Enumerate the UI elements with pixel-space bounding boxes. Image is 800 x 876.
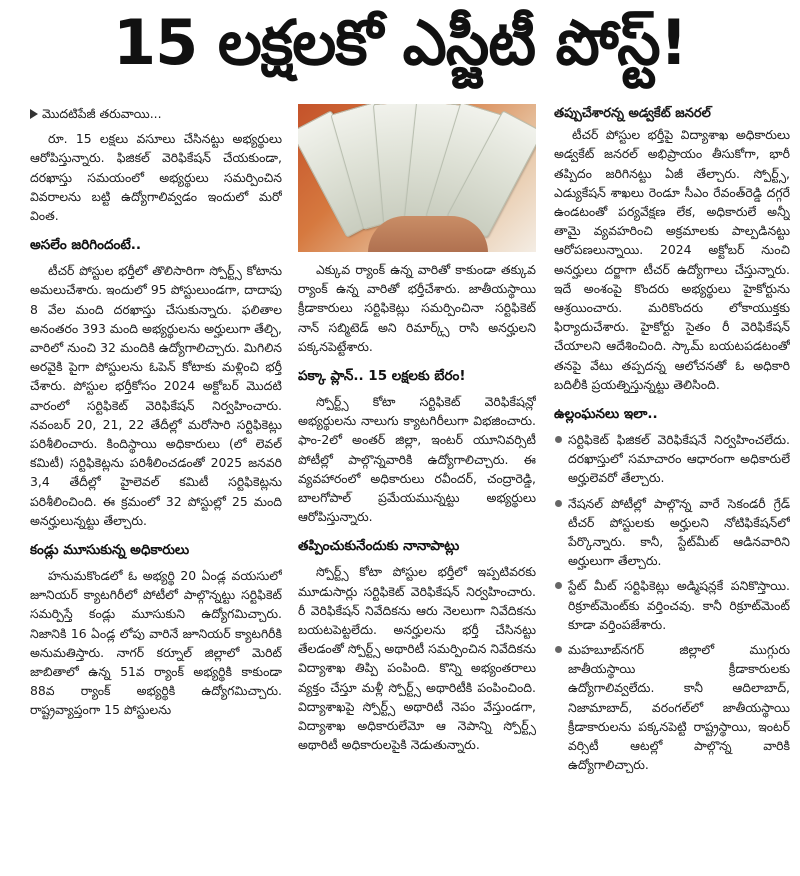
paragraph: స్పోర్ట్స్ కోటా సర్టిఫికెట్ వెరిఫికేషన్లో అభ్యర్థులను నాలుగు క్యాటగిరీలుగా విభజించారు. ఫాం-2లో అంతర్ జిల్లా, ఇంటర్ యూనివర్సిటీ పోటీల్లో పాల్గొన్నవారికి ఉద్యోగాలిచ్చారు. ఈ వ్యవహారంలో అధికారులు రవీందర్, చంద్రారెడ్డి, బాలగోపాల్ ప్రమేయమున్నట్టు అభ్యర్థులు ఆరోపిస్తున్నారు.	[298, 394, 536, 525]
column-3	[554, 104, 790, 872]
list-item: సర్టిఫికెట్ ఫిజికల్ వెరిఫికేషనే నిర్వహించలేదు. దరఖాస్తులో సమాచారం ఆధారంగా అధికారులే అర్హులెవరో తేల్చారు.	[554, 430, 790, 488]
list-item: మహబూబ్‌నగర్ జిల్లాలో ముగ్గురు జాతీయస్థాయి క్రీడాకారులకు ఉద్యోగాలివ్వలేదు. కానీ ఆదిలాబాద్, నిజామాబాద్, వరంగల్‌లో జాతీయస్థాయి క్రీడాకారులను పక్కనపెట్టి రాష్ట్రస్థాయి, ఇంటర్ వర్సిటీ ఆటల్లో పాల్గొన్న వారికి ఉద్యోగాలిచ్చారు.	[554, 640, 790, 774]
jump-text: మొదటిపేజీ తరువాయి...	[42, 106, 162, 121]
continued-from-front-page	[30, 104, 282, 123]
hand	[368, 216, 488, 252]
paragraph: స్పోర్ట్స్ కోటా పోస్టుల భర్తీలో ఇప్పటివరకు మూడుసార్లు సర్టిఫికెట్ వెరిఫికేషన్ నిర్వహించారు. రీ వెరిఫికేషన్ నివేదికను ఆరు నెలలుగా నివేదికను బయటపెట్టలేదు. అనర్హులను భర్తీ చేసినట్టు తేలడంతో స్పోర్ట్స్ అథారిటీ సమర్పించిన నివేదికను విద్యాశాఖ తిప్పి పంపింది. కొన్ని అభ్యంతరాలు వ్యక్తం చేస్తూ మళ్లీ స్పోర్ట్స్ అథారిటీకి పంపించింది. విద్యాశాఖపై స్పోర్ట్స్ అథారిటీ నెపం వేస్తుండగా, విద్యాశాఖ అధికారులేమో ఆ నెపాన్ని స్పోర్ట్స్ అథారిటీ అధికారులపైకి నెడుతున్నారు.	[298, 564, 536, 753]
paragraph: హనుమకొండలో ఓ అభ్యర్థి 20 ఏండ్ల వయసులో జూనియర్ క్యాటగిరీలో పోటీలో పాల్గొన్నట్టు సర్టిఫికెట్ సమర్పిస్తే కండ్లు మూసుకుని ఉద్యోగమిచ్చారు. నిజానికి 16 ఏండ్ల లోపు వారినే జూనియర్ క్యాటగిరీకి అనుమతిస్తారు. నాగర్ కర్నూల్ జిల్లాలో మెరిట్ జాబితాలో ఉన్న 51వ ర్యాంక్ అభ్యర్థికి కాకుండా 88వ ర్యాంక్ అభ్యర్థికి ఉద్యోగమిచ్చారు. రాష్ట్రవ్యాప్తంగా 15 పోస్టులను	[30, 568, 282, 718]
column-2	[298, 104, 536, 872]
paragraph: ఎక్కువ ర్యాంక్ ఉన్న వారితో కాకుండా తక్కువ ర్యాంక్ ఉన్న వారితో భర్తీచేశారు. జాతీయస్థాయి క్రీడాకారులు సర్టిఫికెట్లు సమర్పించినా సర్టిఫికెట్ నాన్ సబ్మిటెడ్ అని రిమార్క్స్ రాసి అనర్హులని పక్కనపెట్టేశారు.	[298, 262, 536, 354]
subhead-pakka-plan: పక్కా ప్లాన్.. 15 లక్షలకు బేరం!	[298, 368, 466, 385]
subhead-advocate-general: తప్పుచేశారన్న అడ్వకేట్ జనరల్	[554, 106, 711, 121]
paragraph: టీచర్ పోస్టుల భర్తీలో తొలిసారిగా స్పోర్ట్స్ కోటాను అమలుచేశారు. ఇందులో 95 పోస్టులుండగా, దాదాపు 8 వేల మంది దరఖాస్తు చేసుకున్నారు. ఫలితాల అనంతరం 393 మంది అభ్యర్థులను అర్హులుగా తేల్చి, వారిలో నుంచి 32 మందికి ఉద్యోగాలిచ్చారు. మిగిలిన అరవైకి పైగా పోస్టులను ఓపెన్ కోటాకు మళ్లించి భర్తీ చేశారు. పోస్టుల భర్తీకోసం 2024 అక్టోబర్ మొదటి వారంలో సర్టిఫికెట్ వెరిఫికేషన్ నిర్వహించారు. నవంబర్ 20, 21, 22 తేదీల్లో మరోసారి సర్టిఫికెట్లు పరిశీలించారు. కిందిస్థాయి అధికారులు (లో లెవల్ కమిటీ) సర్టిఫికెట్లను పరిశీలించడంతో 2025 జనవరి 3,4 తేదీల్లో హైలెవల్ కమిటీ సర్టిఫికెట్లను పరిశీలించింది. ఈ క్రమంలో 32 పోస్టుల్లో 25 మంది అనర్హులున్నట్టు తేల్చారు.	[30, 263, 282, 528]
column-1	[30, 104, 282, 872]
list-item: నేషనల్ పోటీల్లో పాల్గొన్న వారే సెకండరీ గ్రేడ్ టీచర్ పోస్టులకు అర్హులని నోటిఫికేషన్‌లో పేర్కొన్నారు. కానీ, స్టేట్‌మీట్ ఆడినవారిని అర్హులుగా తేల్చారు.	[554, 494, 790, 571]
subhead-violations: ఉల్లంఘనలు ఇలా..	[554, 406, 658, 423]
paragraph: టీచర్ పోస్టుల భర్తీపై విద్యాశాఖ అధికారులు అడ్వకేట్ జనరల్ అభిప్రాయం తీసుకోగా, భారీ తప్పిదం జరిగినట్టు ఏజీ తేల్చారు. స్పోర్ట్స్, ఎడ్యుకేషన్ శాఖలు రెండూ సీఎం రేవంత్‌రెడ్డి దగ్గరే ఉండటంతో పర్యవేక్షణ లేక, అధికారులే అన్నీ తామై వ్యవహరించి అక్రమాలకు పాల్పడినట్టు ఆరోపణలున్నాయి. 2024 అక్టోబర్ నుంచి అనర్హులు దర్జాగా టీచర్ ఉద్యోగాలు చేస్తున్నారు. ఇదే అంశంపై కొందరు అభ్యర్థులు హైకోర్టును ఆశ్రయించారు. మరికొందరు లోకాయుక్తకు ఫిర్యాదుచేశారు. హైకోర్టు సైతం రీ వెరిఫికేషన్ చేయాలని ఆదేశించింది. స్కామ్ బయటపడటంతో తనపై వేటు తప్పదన్న ఆలోచనతో ఓ అధికారి బదిలీకి ప్రయత్నిస్తున్నట్టు తెలిసింది.	[554, 127, 790, 392]
list-item: స్టేట్ మీట్ సర్టిఫికెట్లు అడ్మిషన్లకే పనికొస్తాయి. రిక్రూట్‌మెంట్‌కు వర్తించవు. కానీ రిక్రూట్‌మెంట్ కూడా వర్తింపజేశారు.	[554, 576, 790, 634]
arrow-right-icon	[30, 109, 38, 119]
violations-list	[554, 430, 790, 774]
subhead-officials-closed-eyes: కండ్లు మూసుకున్న అధికారులు	[30, 542, 190, 559]
subhead-escape-attempts: తప్పించుకునేందుకు నానాపాట్లు	[298, 538, 460, 555]
subhead-what-happened: అసలేం జరిగిందంటే..	[30, 237, 142, 254]
currency-notes-photo	[298, 104, 536, 252]
intro-paragraph: రూ. 15 లక్షలు వసూలు చేసినట్టు అభ్యర్థులు ఆరోపిస్తున్నారు. ఫిజికల్ వెరిఫికేషన్ చేయకుండా, దరఖాస్తు సమయంలో అభ్యర్థులు సమర్పించిన వివరాలను బట్టి ఉద్యోగాలివ్వడం ఇందులో మరో వింత.	[30, 131, 282, 224]
headline: 15 లక్షలకో ఎస్జీటీ పోస్ట్!	[113, 6, 687, 79]
